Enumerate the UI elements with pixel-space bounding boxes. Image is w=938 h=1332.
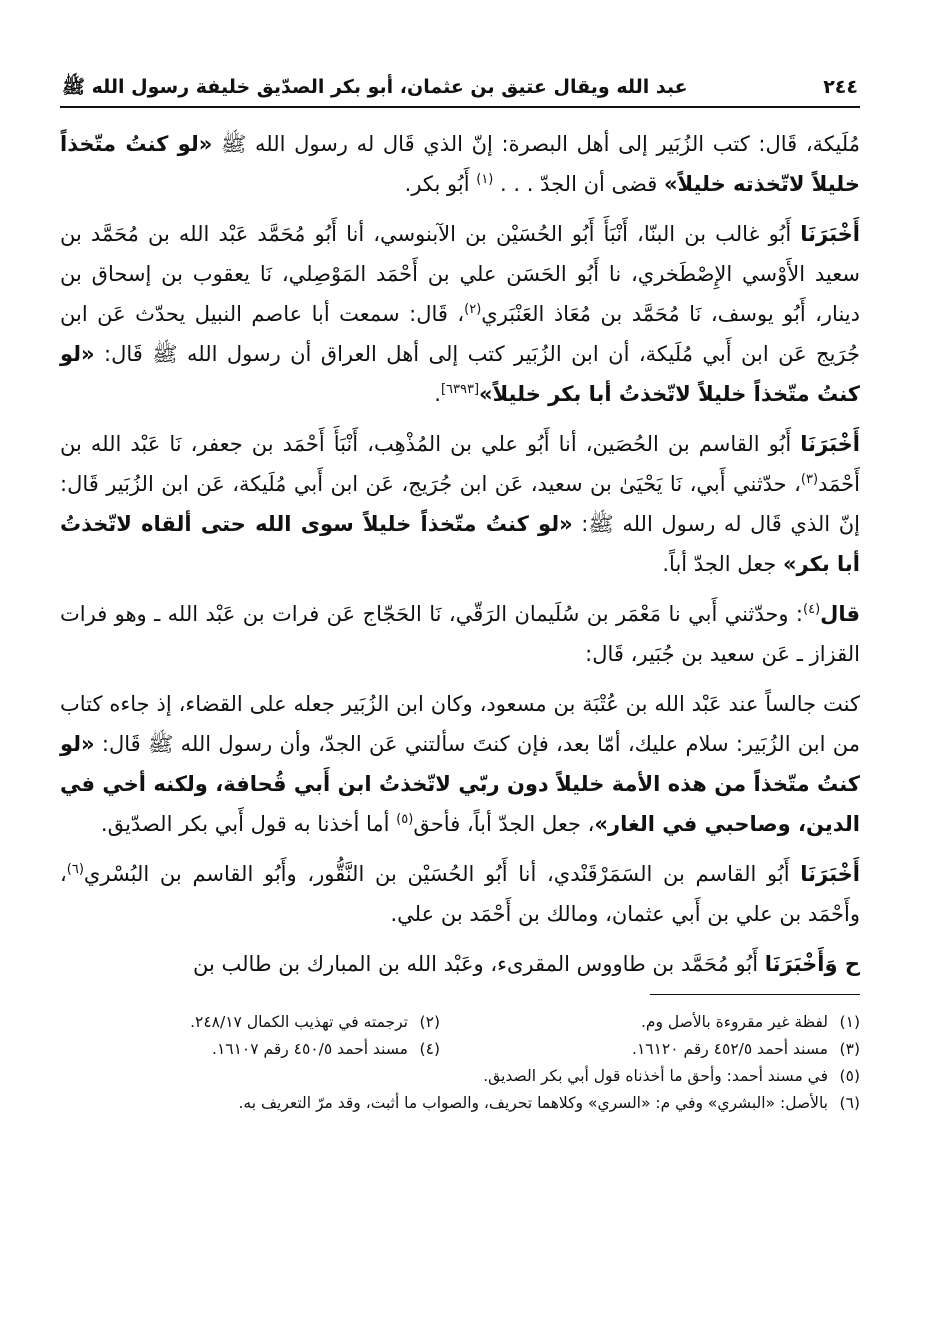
footnote-text: مسند أحمد ٤٥٢/٥ رقم ١٦١٢٠.: [632, 1040, 828, 1058]
hadith-quote: «لو كنتُ متّخذاً خليلاً لاتّخذته خليلاً»: [60, 132, 860, 196]
body-paragraph: [60, 424, 860, 584]
body-text: مُلَيكة، قَال: كتب الزُبَير إلى أهل البصرة: إنّ الذي قَال له رسول الله ﷺ: [212, 132, 861, 156]
body-paragraph: [60, 854, 860, 934]
footnote-text: في مسند أحمد: وأحق ما أخذناه قول أبي بكر الصديق.: [483, 1067, 828, 1085]
footnote-marker: (٦): [66, 862, 84, 877]
footnote-number: (٣): [839, 1040, 860, 1058]
footnote-marker: (٣): [800, 472, 819, 487]
footnote-row: [60, 1036, 860, 1063]
body-text: ، جعل الجدّ أباً، فأحق: [413, 812, 595, 836]
main-text: [60, 124, 860, 984]
hadith-quote: «لو كنتُ متّخذاً خليلاً لاتّخذتُ أبا بكر خليلاً»: [60, 342, 860, 406]
body-text: جعل الجدّ أباً.: [662, 552, 783, 576]
body-text: أَبُو مُحَمَّد بن طاووس المقرىء، وعَبْد الله بن المبارك بن طالب بن: [192, 952, 765, 976]
body-text: أَبُو غالب بن البنّا، أَنْبَأَ أَبُو الحُسَيْن بن الآبنوسي، أنا أَبُو مُحَمَّد عَبْد الله بن مُحَمَّد بن سعيد الأَوْسي الإِصْطَخري، نا أَبُو الحَسَن علي بن أَحْمَد المَوْصِلي، نَا يعقوب بن إسحاق بن دينار، أَبُو يوسف، نَا مُحَمَّد بن مُعَاذ العَنْبَري: [60, 222, 860, 326]
body-text: قضى أن الجدّ . . .: [493, 172, 664, 196]
footnote-marker: (١): [476, 172, 494, 187]
hadith-quote: «لو كنتُ متّخذاً من هذه الأمة خليلاً دون ربّي لاتّخذتُ ابن أَبي قُحافة، ولكنه أخي في الدين، وصاحبي في الغار»: [60, 732, 860, 836]
footnote-marker: [٦٣٩٣]: [440, 382, 480, 397]
isnad-lead-word: أَخْبَرَنَا: [800, 862, 860, 886]
footnote: [60, 1036, 440, 1063]
footnote-marker: (٤): [803, 602, 821, 617]
body-text: كنت جالساً عند عَبْد الله بن عُتْبَة بن مسعود، وكان ابن الزُبَير جعله على القضاء، إذ جاءه كتاب من ابن الزُبَير: سلام عليك، أمّا بعد، فإن كنتَ سألتني عَن الجدّ، وأن رسول الله ﷺ قَال:: [60, 692, 860, 756]
body-paragraph: [60, 124, 860, 204]
isnad-lead-word: أَخْبَرَنَا: [800, 222, 860, 246]
body-text: : وحدّثني أَبي نا مَعْمَر بن سُلَيمان الرَقّي، نَا الحَجّاج عَن فرات بن عَبْد الله ـ وهو فرات القزاز ـ عَن سعيد بن جُبَير، قَال:: [60, 602, 860, 666]
footnote-rule: [650, 994, 860, 995]
body-text: .: [434, 382, 441, 406]
body-paragraph: [60, 594, 860, 674]
footnote-text: بالأصل: «البشري» وفي م: «السري» وكلاهما تحريف، والصواب ما أثبت، وقد مرّ التعريف به.: [238, 1094, 828, 1112]
running-title: عبد الله ويقال عتيق بن عثمان، أبو بكر الصدّيق خليفة رسول الله ﷺ: [62, 76, 688, 99]
footnote: [60, 1063, 860, 1090]
footnote-text: مسند أحمد ٤٥٠/٥ رقم ١٦١٠٧.: [212, 1040, 408, 1058]
footnote-text: لفظة غير مقروءة بالأصل وم.: [640, 1013, 828, 1031]
running-header: [60, 62, 860, 100]
footnote-number: (٤): [419, 1040, 440, 1058]
body-text: ، حدّثني أَبي، نَا يَحْيَىٰ بن سعيد، عَن ابن جُرَيج، عَن ابن أَبي مُلَيكة، عَن ابن الزُبَير قَال: إنّ الذي قَال له رسول الله ﷺ:: [60, 472, 860, 536]
footnote: [60, 1009, 440, 1036]
footnote-number: (١): [839, 1013, 860, 1031]
footnote: [60, 1090, 860, 1117]
footnote-number: (٢): [419, 1013, 440, 1031]
isnad-lead-word: قال: [820, 602, 860, 626]
header-rule: [60, 106, 860, 108]
footnote: [480, 1009, 860, 1036]
isnad-lead-word: ح وَأَخْبَرَنَا: [764, 952, 860, 976]
body-text: أَبُو بكر.: [404, 172, 477, 196]
book-page: [60, 62, 860, 1312]
body-paragraph: [60, 214, 860, 414]
body-text: أَبُو القاسم بن السَمَرْقَنْدي، أنا أَبُو الحُسَيْن بن النَّقُّور، وأَبُو القاسم بن البُسْري: [83, 862, 801, 886]
body-text: ، وأَحْمَد بن علي بن أَبي عثمان، ومالك بن أَحْمَد بن علي.: [60, 862, 860, 926]
footnote-marker: (٢): [464, 302, 482, 317]
body-paragraph: [60, 684, 860, 844]
footnote-number: (٥): [839, 1067, 860, 1085]
footnote-text: ترجمته في تهذيب الكمال ٢٤٨/١٧.: [190, 1013, 408, 1031]
footnote: [480, 1036, 860, 1063]
page-number: ٢٤٤: [823, 76, 858, 99]
footnotes: [60, 1009, 860, 1117]
footnote-row: [60, 1009, 860, 1036]
hadith-quote: «لو كنتُ متّخذاً خليلاً سوى الله حتى ألقاه لاتّخذتُ أبا بكر»: [60, 512, 860, 576]
body-text: أما أخذنا به قول أَبي بكر الصدّيق.: [100, 812, 397, 836]
footnote-marker: (٥): [396, 812, 414, 827]
isnad-lead-word: أَخْبَرَنَا: [800, 432, 860, 456]
footnote-number: (٦): [839, 1094, 860, 1112]
body-text: أَبُو القاسم بن الحُصَين، أنا أَبُو علي بن المُذْهِب، أَنْبَأَ أَحْمَد بن جعفر، نَا عَبْد الله بن أَحْمَد: [60, 432, 860, 496]
body-paragraph: [60, 944, 860, 984]
body-text: ، قَال: سمعت أبا عاصم النبيل يحدّث عَن ابن جُرَيج عَن ابن أَبي مُلَيكة، أن ابن الزُبَير كتب إلى أهل العراق أن رسول الله ﷺ قَال:: [60, 302, 860, 366]
